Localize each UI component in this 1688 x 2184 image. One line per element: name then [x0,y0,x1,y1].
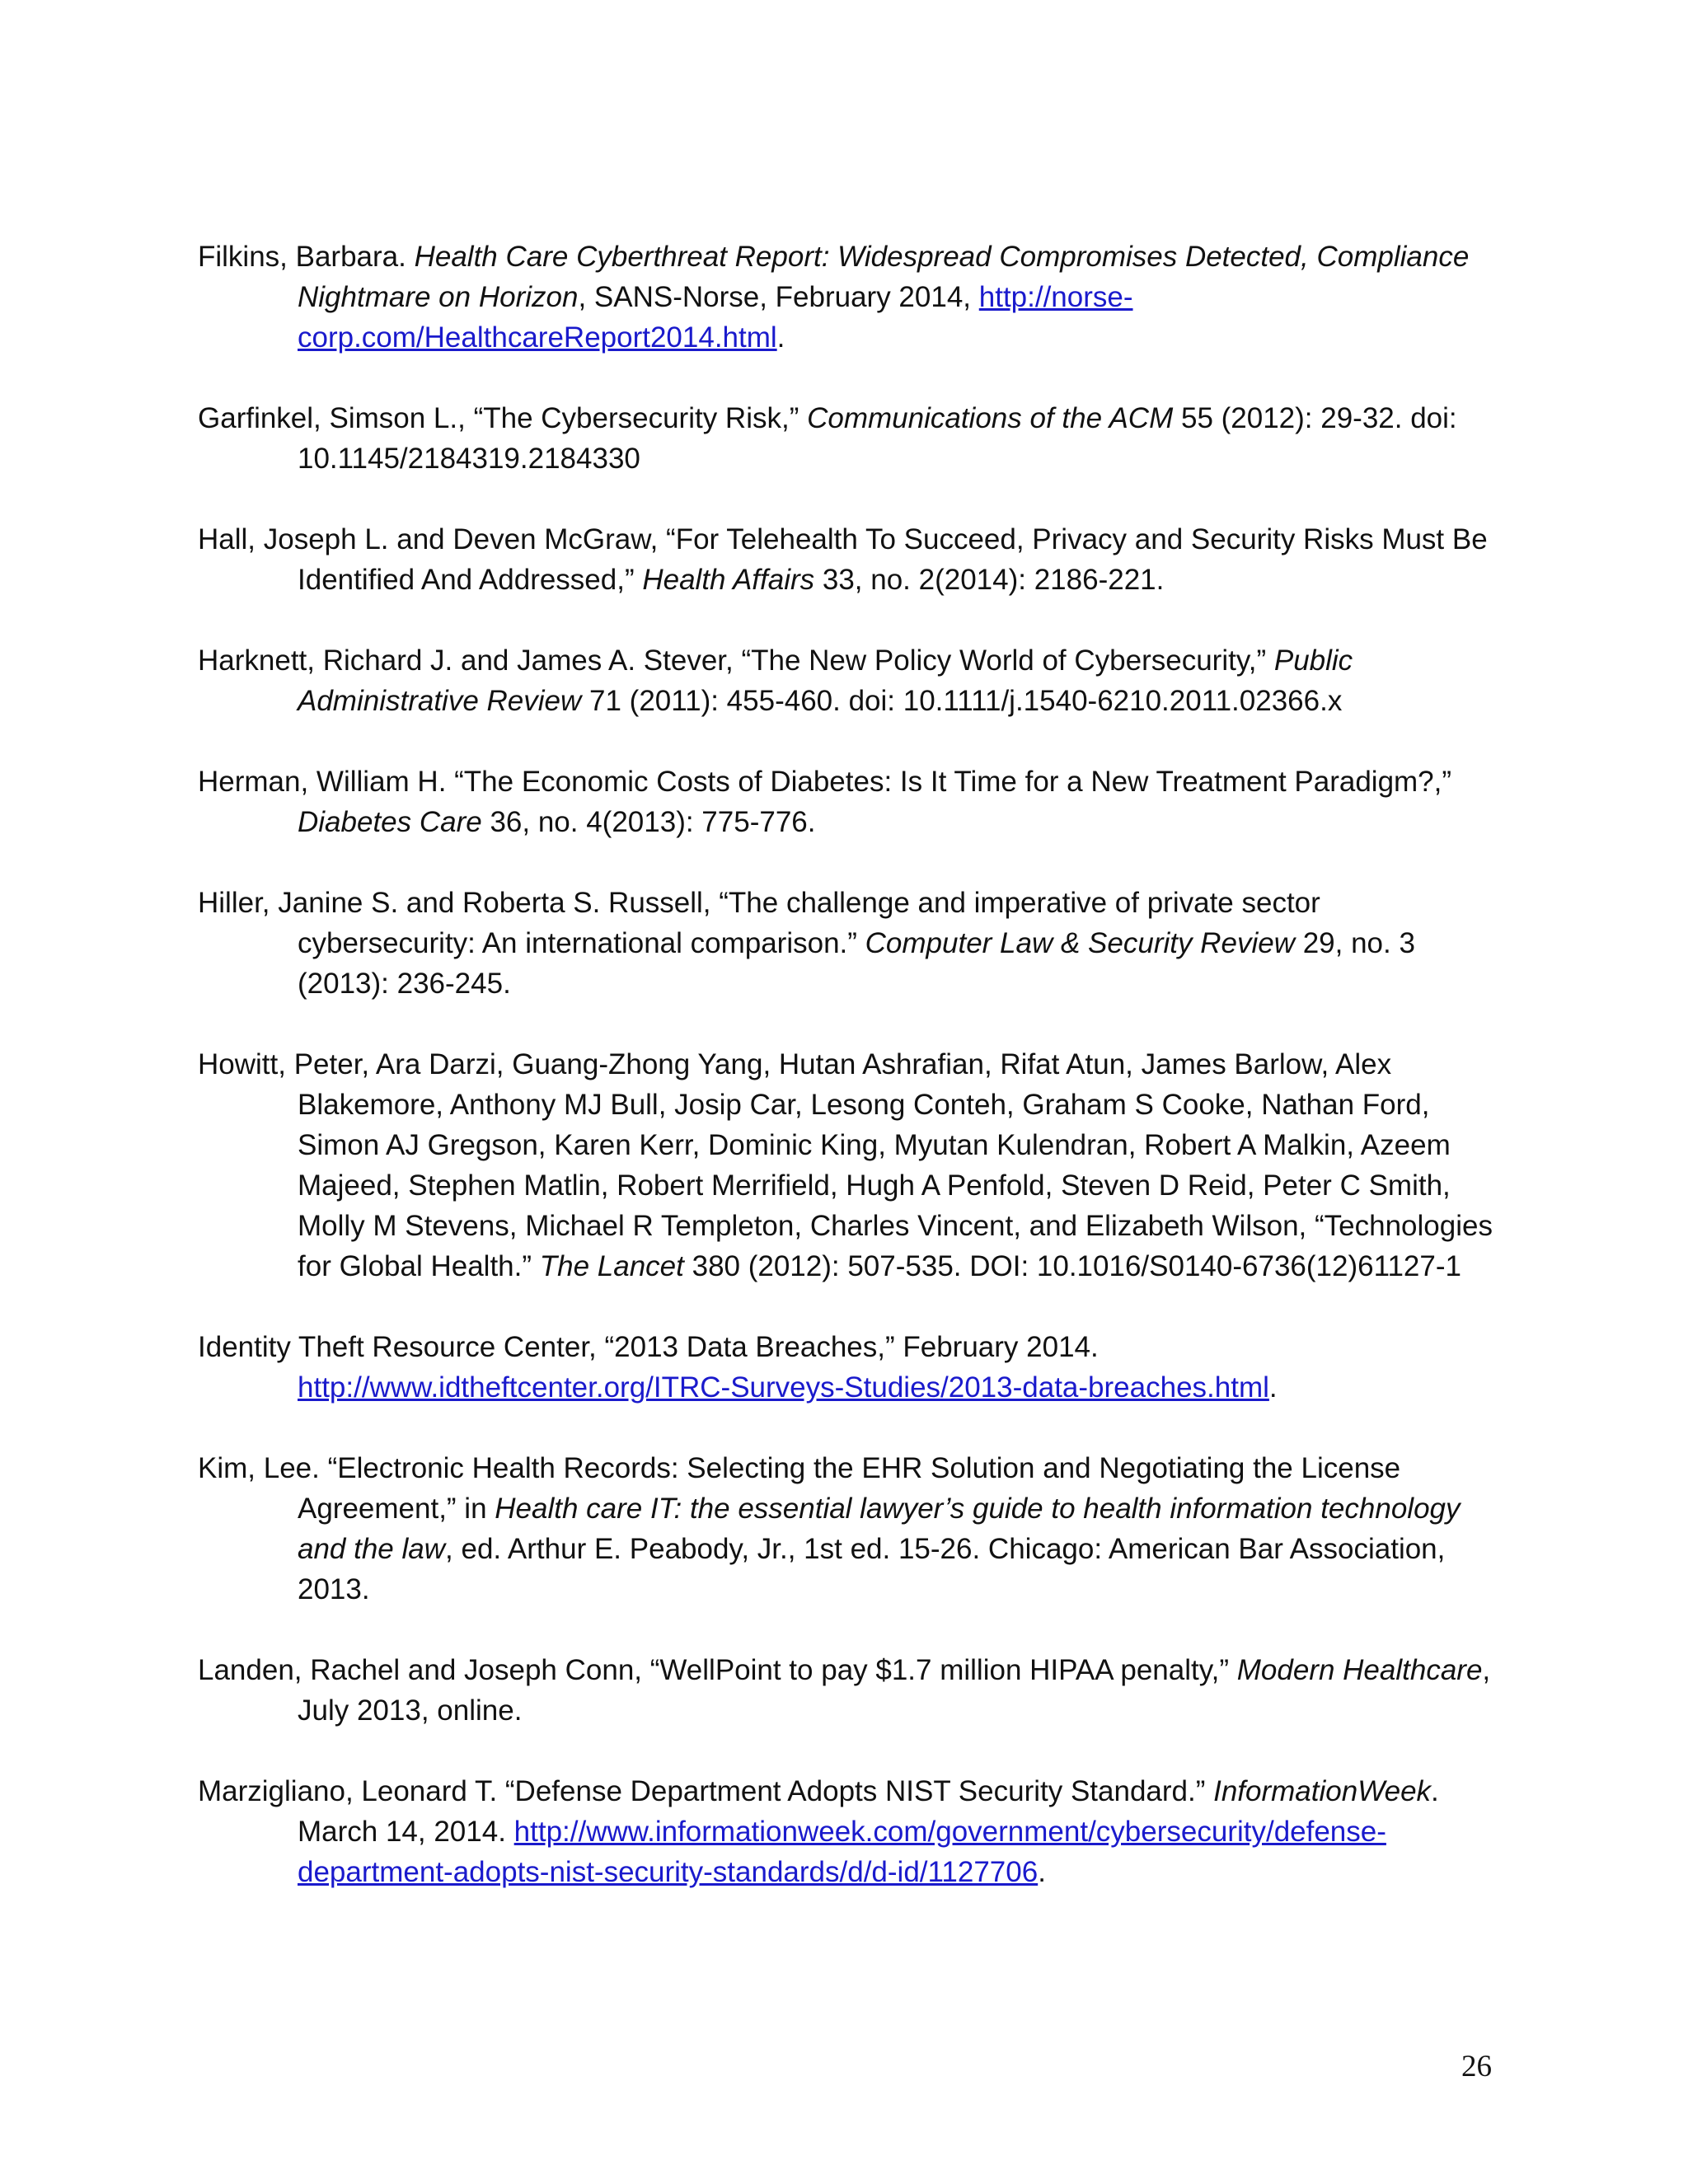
reference-kim [198,1448,1493,1610]
reference-filkins [198,237,1493,358]
reference-landen [198,1650,1493,1731]
reference-title: Computer Law & Security Review [865,927,1295,959]
reference-text: Landen, Rachel and Joseph Conn, “WellPoint to pay $1.7 million HIPAA penalty,” [198,1654,1237,1686]
reference-hall [198,519,1493,600]
reference-marzigliano [198,1771,1493,1892]
reference-text: . March 14, 2014. [298,1775,1439,1848]
reference-text: 55 (2012): 29-32. doi: 10.1145/2184319.2184330 [298,402,1457,475]
reference-text: 33, no. 2(2014): 2186-221. [814,564,1165,596]
bibliography [198,237,1493,1933]
reference-title: InformationWeek [1213,1775,1432,1807]
reference-text: Hall, Joseph L. and Deven McGraw, “For Telehealth To Succeed, Privacy and Security Risks Must Be Identified And Addressed,” [198,523,1488,596]
reference-harknett [198,640,1493,721]
reference-text: . [1038,1856,1046,1888]
reference-garfinkel [198,398,1493,479]
reference-title: Public Administrative Review [298,644,1353,717]
reference-text: , ed. Arthur E. Peabody, Jr., 1st ed. 15-26. Chicago: American Bar Association, 2013. [298,1533,1446,1605]
reference-text: Marzigliano, Leonard T. “Defense Department Adopts NIST Security Standard.” [198,1775,1214,1807]
reference-text: 29, no. 3 (2013): 236-245. [298,927,1415,1000]
reference-text: Hiller, Janine S. and Roberta S. Russell, “The challenge and imperative of private sector cybersecurity: An international comparison.” [198,887,1320,959]
reference-title: Diabetes Care [298,806,482,838]
reference-link[interactable]: http://www.idtheftcenter.org/ITRC-Surveys-Studies/2013-data-breaches.html [298,1371,1269,1404]
reference-text: Garfinkel, Simson L., “The Cybersecurity Risk,” [198,402,808,434]
reference-text: Kim, Lee. “Electronic Health Records: Selecting the EHR Solution and Negotiating the License Agreement,” in [198,1452,1401,1525]
reference-title: Health Care Cyberthreat Report: Widespread Compromises Detected, Compliance Nightmare on Horizon [298,241,1470,313]
reference-herman [198,762,1493,842]
reference-text: Howitt, Peter, Ara Darzi, Guang-Zhong Yang, Hutan Ashrafian, Rifat Atun, James Barlow, Alex Blakemore, Anthony MJ Bull, Josip Car, Lesong Conteh, Graham S Cooke, Nathan Ford, Simon AJ Gregson, Karen Kerr, Dominic King, Myutan Kulendran, Robert A Malkin, Azeem Majeed, Stephen Matlin, Robert Merrifield, Hugh A Penfold, Steven D Reid, Peter C Smith, Molly M Stevens, Michael R Templeton, Charles Vincent, and Elizabeth Wilson, “Technologies for Global Health.” [198,1048,1493,1282]
reference-text: Herman, William H. “The Economic Costs of Diabetes: Is It Time for a New Treatment Paradigm?,” [198,766,1452,798]
reference-title: Communications of the ACM [807,402,1174,434]
reference-text: 71 (2011): 455-460. doi: 10.1111/j.1540-6210.2011.02366.x [581,685,1343,717]
reference-text: . [1268,1371,1278,1404]
reference-text: Filkins, Barbara. [198,241,415,273]
reference-link[interactable]: http://norse-corp.com/HealthcareReport2014.html [298,281,1133,354]
reference-itrc [198,1327,1493,1408]
reference-howitt [198,1044,1493,1286]
reference-hiller [198,883,1493,1004]
reference-title: The Lancet [539,1250,684,1282]
reference-text: , July 2013, online. [298,1654,1491,1727]
reference-text: 36, no. 4(2013): 775-776. [481,806,816,838]
reference-text: 380 (2012): 507-535. DOI: 10.1016/S0140-6736(12)61127-1 [683,1250,1461,1282]
reference-text: Harknett, Richard J. and James A. Stever, “The New Policy World of Cybersecurity,” [198,644,1274,677]
reference-text: . [776,321,785,354]
reference-link[interactable]: http://www.informationweek.com/government/cybersecurity/defense-department-adopts-nist-security-standards/d/d-id/1127706 [298,1816,1386,1888]
reference-title: Modern Healthcare [1236,1654,1483,1686]
reference-text: Identity Theft Resource Center, “2013 Data Breaches,” February 2014. [198,1331,1099,1363]
reference-text: , SANS-Norse, February 2014, [578,281,979,313]
page-number: 26 [1461,2050,1492,2083]
reference-title: Health care IT: the essential lawyer’s guide to health information technology and the law [298,1493,1461,1565]
reference-title: Health Affairs [642,564,815,596]
